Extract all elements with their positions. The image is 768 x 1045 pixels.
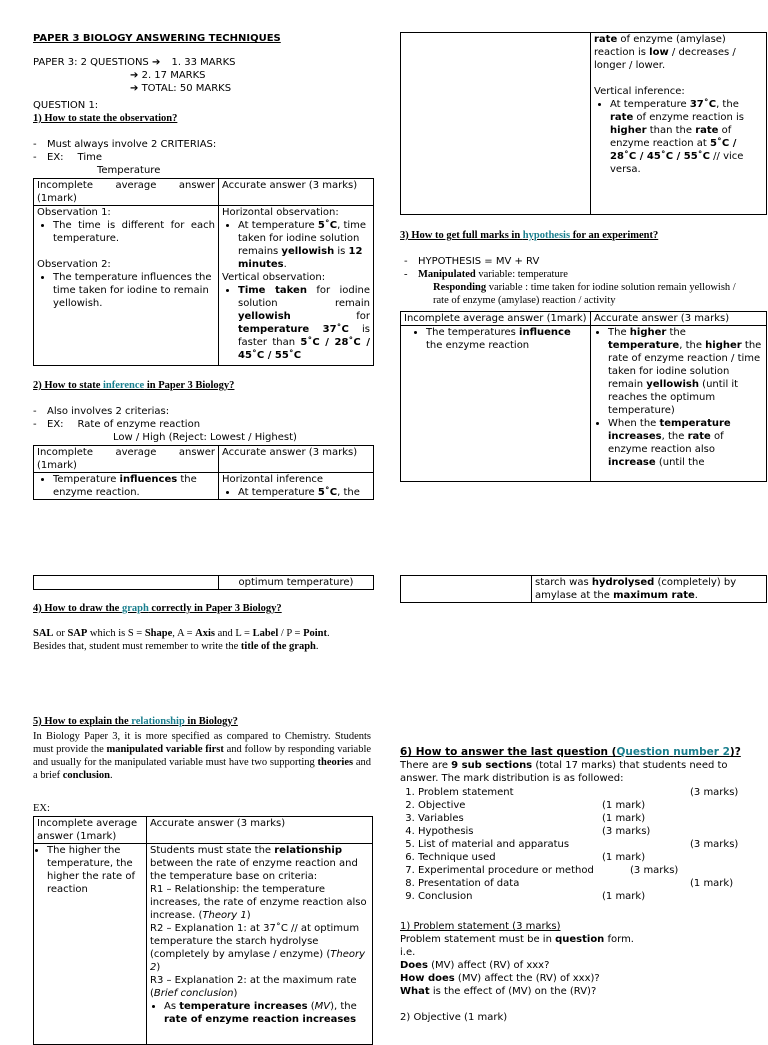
subsection-item [418, 864, 752, 877]
question-link[interactable]: Question [616, 746, 670, 758]
subsection-label: Objective [418, 800, 466, 811]
hypothesis-table: Incomplete average answer (1mark) Accurate answer (3 marks) • The temperatures influence the enzyme reaction • The higher the temperature, the higher the rate of enzyme reaction / time taken for iodine solution remain yellowish (until it reaches the optimum temperature) • When the temperature increases, the rate of enzyme reaction also increase (until the [400, 311, 767, 482]
subsection-item [418, 812, 752, 825]
section-5-heading: 5) How to explain the relationship in Biology? [33, 716, 238, 727]
graph-link[interactable]: graph [121, 603, 149, 614]
section-4-heading: 4) How to draw the graph correctly in Paper 3 Biology? [33, 603, 282, 614]
subsection-item [418, 877, 752, 890]
subsection-label: Experimental procedure or method [418, 865, 594, 876]
subsection-label: Problem statement [418, 787, 514, 798]
section-3-bullets: - HYPOTHESIS = MV + RV - Manipulated variable: temperature Responding variable : time taken for iodine solution remain yellowish / rate of enzyme (amylase) reaction / activity [404, 255, 744, 307]
subsection-marks: (1 mark) [602, 800, 646, 811]
subsection-label: List of material and apparatus [418, 839, 570, 850]
inference-table-continued: rate of enzyme (amylase) reaction is low / decreases / longer / lower. Vertical inference: • At temperature 37˚C, the rate of enzyme reaction is higher than the rate of enzyme reaction at 5˚C / 28˚C / 45˚C / 55˚C // vice versa. [400, 32, 767, 215]
subsection-marks: (3 marks) [602, 826, 651, 837]
question-1-label: QUESTION 1: [33, 100, 99, 111]
subsection-label: Conclusion [418, 891, 473, 902]
section-2-bullets: - Also involves 2 criterias: - EX: Rate of enzyme reaction Low / High (Reject: Lowest / Highest) [33, 405, 363, 444]
subsection-marks: (3 marks) [690, 839, 739, 850]
subsection-item [418, 838, 752, 851]
arrow-icon: ➔ [130, 83, 139, 94]
section-5-paragraph: In Biology Paper 3, it is more specified as compared to Chemistry. Students must provide the manipulated variable first and follow by responding variable and usually for the manipulated variable must have two supporting theories and a brief conclusion. [33, 731, 372, 781]
arrow-icon: ➔ [130, 70, 139, 81]
hypothesis-table-continued-left: optimum temperature) [33, 575, 374, 590]
subsection-marks: (1 mark) [690, 878, 734, 889]
subsection-marks: (1 mark) [602, 891, 646, 902]
section-4-text: SAL or SAP which is S = Shape, A = Axis and L = Label / P = Point. Besides that, student must remember to write the title of the graph. [33, 628, 330, 652]
subsection-item [418, 786, 752, 799]
subsection-marks: (3 marks) [630, 865, 679, 876]
subsection-label: Hypothesis [418, 826, 474, 837]
subsection-marks: (1 mark) [602, 852, 646, 863]
section-6-heading: 6) How to answer the last question (Question number 2)? [400, 746, 741, 758]
subsection-item [418, 890, 752, 903]
hypothesis-link[interactable]: hypothesis [522, 230, 571, 241]
arrow-icon: ➔ [151, 57, 161, 68]
section-2-heading: 2) How to state inference in Paper 3 Biology? [33, 380, 235, 391]
subsection-item [418, 851, 752, 864]
subsection-item [418, 799, 752, 812]
subsection-list [392, 786, 752, 903]
subsection-marks: (3 marks) [690, 787, 739, 798]
subsection-label: Technique used [418, 852, 496, 863]
subsection-item [418, 825, 752, 838]
relationship-table: Incomplete average answer (1mark) Accurate answer (3 marks) • The higher the temperature, the higher the rate of reaction Students must state the relationship between the rate of enzyme reaction and the temperature base on criteria: R1 – Relationship: the temperature increases, the rate of enzyme reaction also increase. (Theory 1) R2 – Explanation 1: at 37˚C // at optimum temperature the starch hydrolyse (completely by amylase / enzyme) (Theory 2) R3 – Explanation 2: at the maximum rate (Brief conclusion) • As temperature increases (MV), the rate of enzyme reaction increases [33, 816, 373, 1045]
example-label: EX: [33, 803, 50, 814]
inference-link[interactable]: inference [102, 380, 145, 391]
section-6-intro: There are 9 sub sections (total 17 marks) that students need to answer. The mark distribution is as followed: [400, 760, 728, 784]
paper-info: PAPER 3: 2 QUESTIONS ➔ 1. 33 MARKS ➔ 2. 17 MARKS ➔ TOTAL: 50 MARKS [33, 57, 236, 94]
section-1-heading: 1) How to state the observation? [33, 113, 178, 124]
inference-table: Incomplete average answer (1mark) Accurate answer (3 marks) • Temperature influences the enzyme reaction. Horizontal inference • At temperature 5˚C, the [33, 445, 374, 500]
section-1-bullets: - Must always involve 2 CRITERIAS: - EX: Time Temperature [33, 138, 363, 177]
relationship-link[interactable]: relationship [131, 716, 185, 727]
observation-table: Incomplete average answer (1mark) Accurate answer (3 marks) Observation 1: • The time is different for each temperature. Observation 2: • The temperature influences the time taken for iodine to remain yellowish. Horizontal observation: • At temperature 5˚C, time taken for iodine solution remains yellowish is 12 minutes. Vertical observation: • Time taken for iodine solution remain yellowish for temperature 37˚C is faster than 5˚C / 28˚C / 45˚C / 55˚C [33, 178, 374, 366]
subsection-label: Presentation of data [418, 878, 520, 889]
hypothesis-table-continued-right: starch was hydrolysed (completely) by amylase at the maximum rate. [400, 575, 767, 603]
number-2-link[interactable]: number 2 [673, 746, 730, 758]
page-title: PAPER 3 BIOLOGY ANSWERING TECHNIQUES [33, 33, 281, 44]
subsection-label: Variables [418, 813, 464, 824]
section-3-heading: 3) How to get full marks in hypothesis for an experiment? [400, 230, 659, 241]
problem-statement-section: 1) Problem statement (3 marks) Problem statement must be in question form. i.e. Does (MV) affect (RV) of xxx? How does (MV) affect the (RV) of xxx)? What is the effect of (MV) on the (RV)? 2) Objective (1 mark) [400, 921, 634, 1023]
subsection-marks: (1 mark) [602, 813, 646, 824]
